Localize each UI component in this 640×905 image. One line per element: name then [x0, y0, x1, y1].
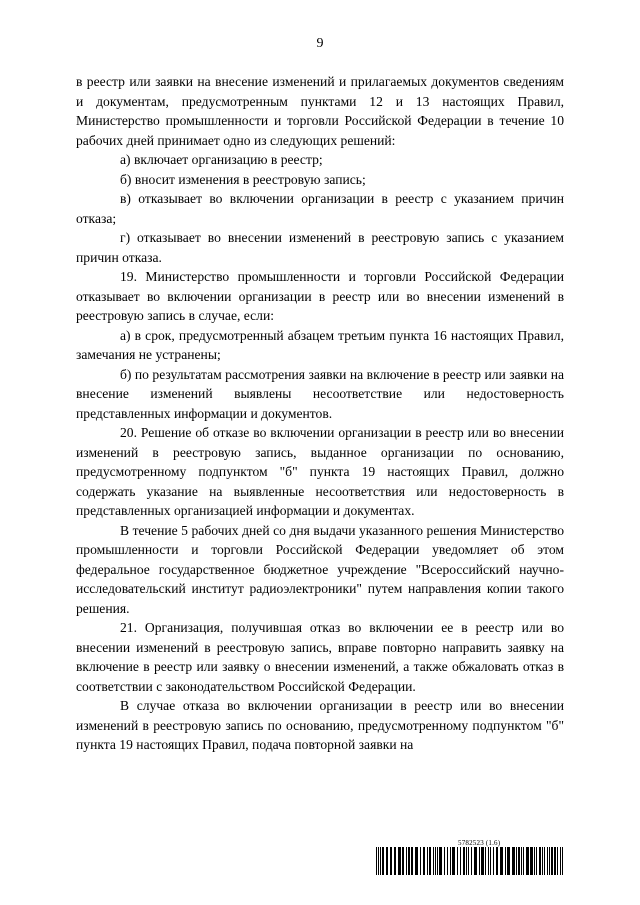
paragraph: г) отказывает во внесении изменений в реестровую запись с указанием причин отказа.	[76, 230, 564, 265]
page-number: 9	[316, 36, 324, 51]
document-code: 5782523 (1.6)	[458, 839, 501, 847]
barcode-image	[376, 847, 564, 875]
paragraph: в реестр или заявки на внесение изменений и прилагаемых документов сведениям и документам, предусмотренным пунктами 12 и 13 настоящих Правил, Министерство промышленности и торговли Российской Федерации в течение 10 рабочих дней принимает одно из следующих решений:	[76, 74, 564, 148]
paragraph: 21. Организация, получившая отказ во включении ее в реестр или во внесении изменений в реестровую запись, вправе повторно направить заявку на включение в реестр или заявку о внесении изменений, а также обжаловать отказ в соответствии с законодательством Российской Федерации.	[76, 620, 564, 694]
paragraph: в) отказывает во включении организации в реестр с указанием причин отказа;	[76, 191, 564, 226]
paragraph: В случае отказа во включении организации в реестр или во внесении изменений в реестровую запись по основанию, предусмотренному подпунктом "б" пункта 19 настоящих Правил, подача повторной заявки на	[76, 698, 564, 752]
paragraph: 20. Решение об отказе во включении организации в реестр или во внесении изменений в реестровую запись, выданное организации по основанию, предусмотренному подпунктом "б" пункта 19 настоящих Правил, должно содержать указание на выявленные несоответствия или недостоверность в представленных организацией информации и документах.	[76, 425, 564, 518]
body-text	[76, 72, 564, 755]
paragraph: б) по результатам рассмотрения заявки на включение в реестр или заявки на внесение изменений выявлены несоответствие или недостоверность представленных информации и документов.	[76, 366, 564, 421]
paragraph: 19. Министерство промышленности и торговли Российской Федерации отказывает во включении организации в реестр или во внесении изменений в реестровую запись в случае, если:	[76, 269, 564, 323]
paragraph: В течение 5 рабочих дней со дня выдачи указанного решения Министерство промышленности и торговли Российской Федерации уведомляет об этом федеральное государственное бюджетное учреждение "Всероссийский научно-исследовательский институт радиоэлектроники" путем направления копии такого решения.	[76, 522, 564, 616]
paragraph: а) включает организацию в реестр;	[120, 152, 323, 167]
paragraph: а) в срок, предусмотренный абзацем третьим пункта 16 настоящих Правил, замечания не устранены;	[76, 327, 564, 362]
paragraph: б) вносит изменения в реестровую запись;	[120, 171, 366, 187]
